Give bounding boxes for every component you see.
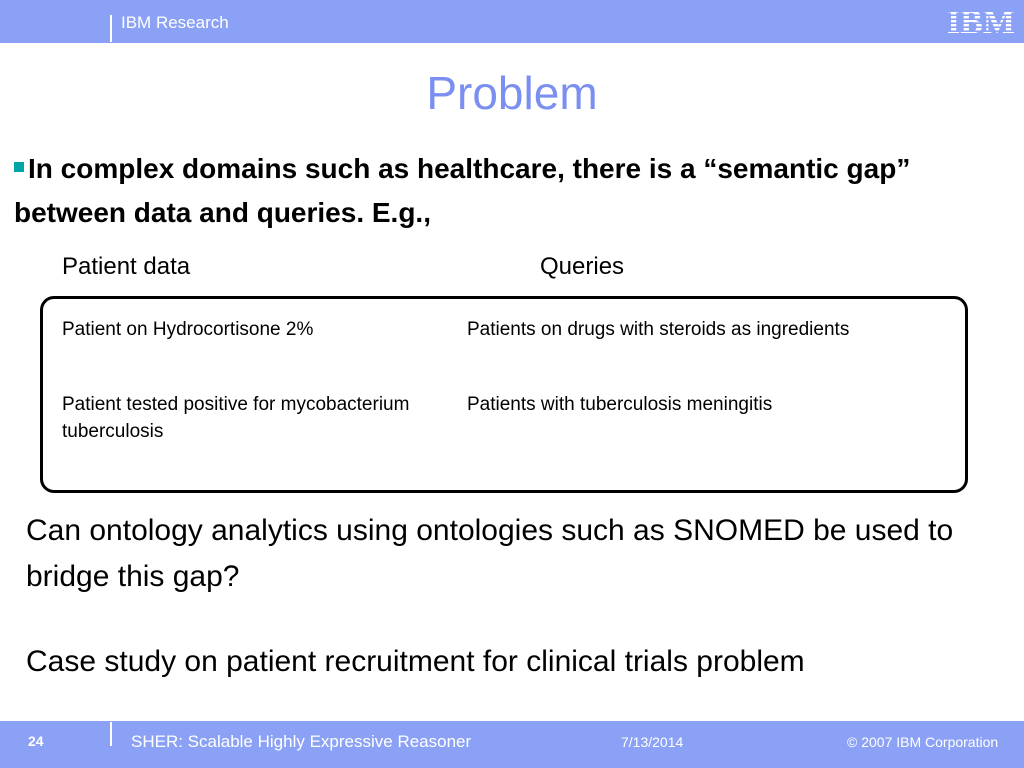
queries-header: Queries <box>540 253 625 280</box>
header-org-title: IBM Research <box>121 13 229 32</box>
header-divider <box>110 15 112 42</box>
footer-copyright: © 2007 IBM Corporation <box>847 734 999 750</box>
ibm-logo-text: IBM <box>947 4 1015 36</box>
case-study-text: Case study on patient recruitment for clinical trials problem <box>26 645 805 678</box>
row-1-patient-data: Patient on Hydrocortisone 2% <box>62 319 314 340</box>
row-1-query: Patients on drugs with steroids as ingredients <box>467 319 850 340</box>
patient-data-header: Patient data <box>62 253 191 280</box>
bullet-point <box>14 147 1014 235</box>
ontology-question: Can ontology analytics using ontologies such as SNOMED be used to bridge this gap? <box>26 514 954 593</box>
row-2-patient-data: Patient tested positive for mycobacterium tuberculosis <box>62 394 410 442</box>
bullet-square-icon <box>14 162 24 172</box>
slide-title: Problem <box>426 67 598 119</box>
footer-date: 7/13/2014 <box>621 734 684 750</box>
row-2-query: Patients with tuberculosis meningitis <box>467 394 773 415</box>
bullet-text: In complex domains such as healthcare, there is a “semantic gap” between data and queries. E.g., <box>14 153 911 228</box>
ibm-logo <box>944 4 1018 36</box>
footer-title: SHER: Scalable Highly Expressive Reasoner <box>131 732 472 751</box>
footer-divider <box>110 722 112 746</box>
page-number: 24 <box>28 733 44 749</box>
